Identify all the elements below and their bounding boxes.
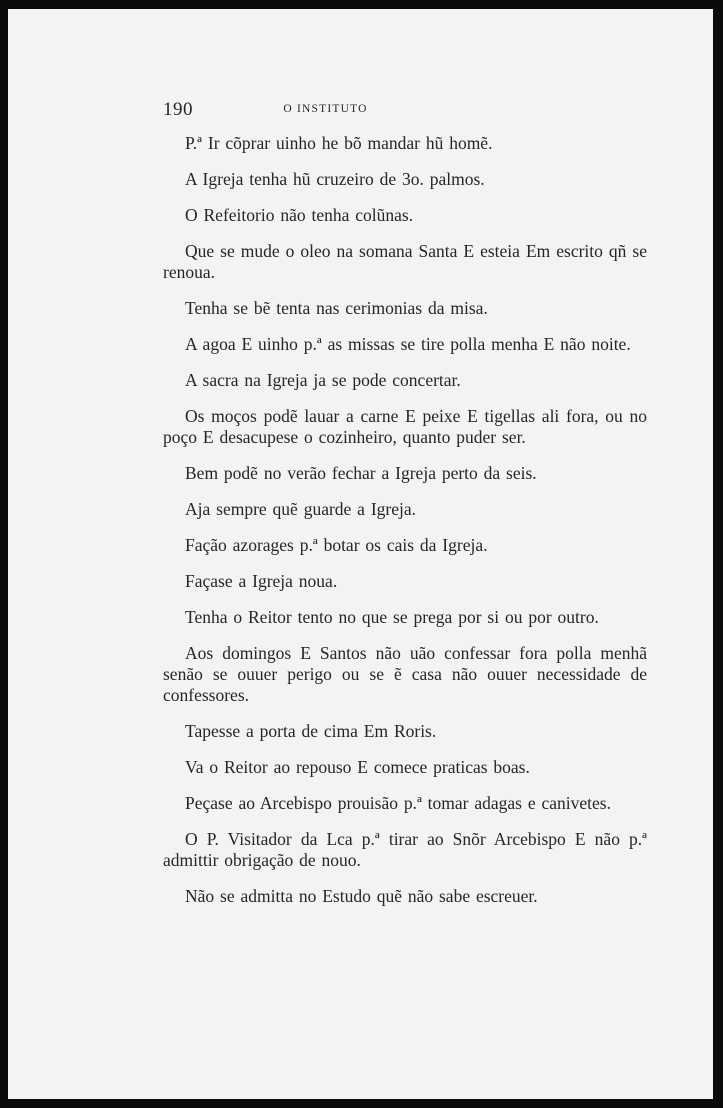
running-title: O INSTITUTO xyxy=(283,103,368,115)
document-page xyxy=(8,9,713,1099)
entry-2: A Igreja tenha hũ cruzeiro de 3o. palmos. xyxy=(185,169,485,189)
entries-list xyxy=(163,133,647,922)
entry-15: Tapesse a porta de cima Em Roris. xyxy=(185,721,437,741)
entry-12: Façase a Igreja noua. xyxy=(185,571,338,591)
entry-9: Bem podẽ no verão fechar a Igreja perto da seis. xyxy=(185,463,537,483)
entry-6: A agoa E uinho p.ª as missas se tire polla menha E não noite. xyxy=(185,334,631,354)
entry-16: Va o Reitor ao repouso E comece praticas boas. xyxy=(185,757,530,777)
entry-19: Não se admitta no Estudo quẽ não sabe escreuer. xyxy=(185,886,538,906)
entry-3: O Refeitorio não tenha colũnas. xyxy=(185,205,414,225)
entry-5: Tenha se bẽ tenta nas cerimonias da misa. xyxy=(185,298,488,318)
entry-1: P.ª Ir cõprar uinho he bõ mandar hũ homẽ. xyxy=(185,133,493,153)
page-header xyxy=(163,99,488,125)
entry-14: Aos domingos E Santos não uão confessar fora polla menhã senão se ouuer perigo ou se ẽ casa não ouuer necessidade de confessores. xyxy=(163,643,647,705)
entry-10: Aja sempre quẽ guarde a Igreja. xyxy=(185,499,417,519)
entry-11: Fação azorages p.ª botar os cais da Igreja. xyxy=(185,535,488,555)
page-number: 190 xyxy=(163,99,193,120)
entry-13: Tenha o Reitor tento no que se prega por si ou por outro. xyxy=(185,607,599,627)
entry-18: O P. Visitador da Lca p.ª tirar ao Snõr Arcebispo E não p.ª admittir obrigação de nouo. xyxy=(163,829,647,870)
entry-4: Que se mude o oleo na somana Santa E esteia Em escrito qñ se renoua. xyxy=(163,241,647,282)
entry-17: Peçase ao Arcebispo prouisão p.ª tomar adagas e canivetes. xyxy=(185,793,611,813)
entry-7: A sacra na Igreja ja se pode concertar. xyxy=(185,370,461,390)
entry-8: Os moços podẽ lauar a carne E peixe E tigellas ali fora, ou no poço E desacupese o cozinheiro, quanto puder ser. xyxy=(163,406,647,447)
